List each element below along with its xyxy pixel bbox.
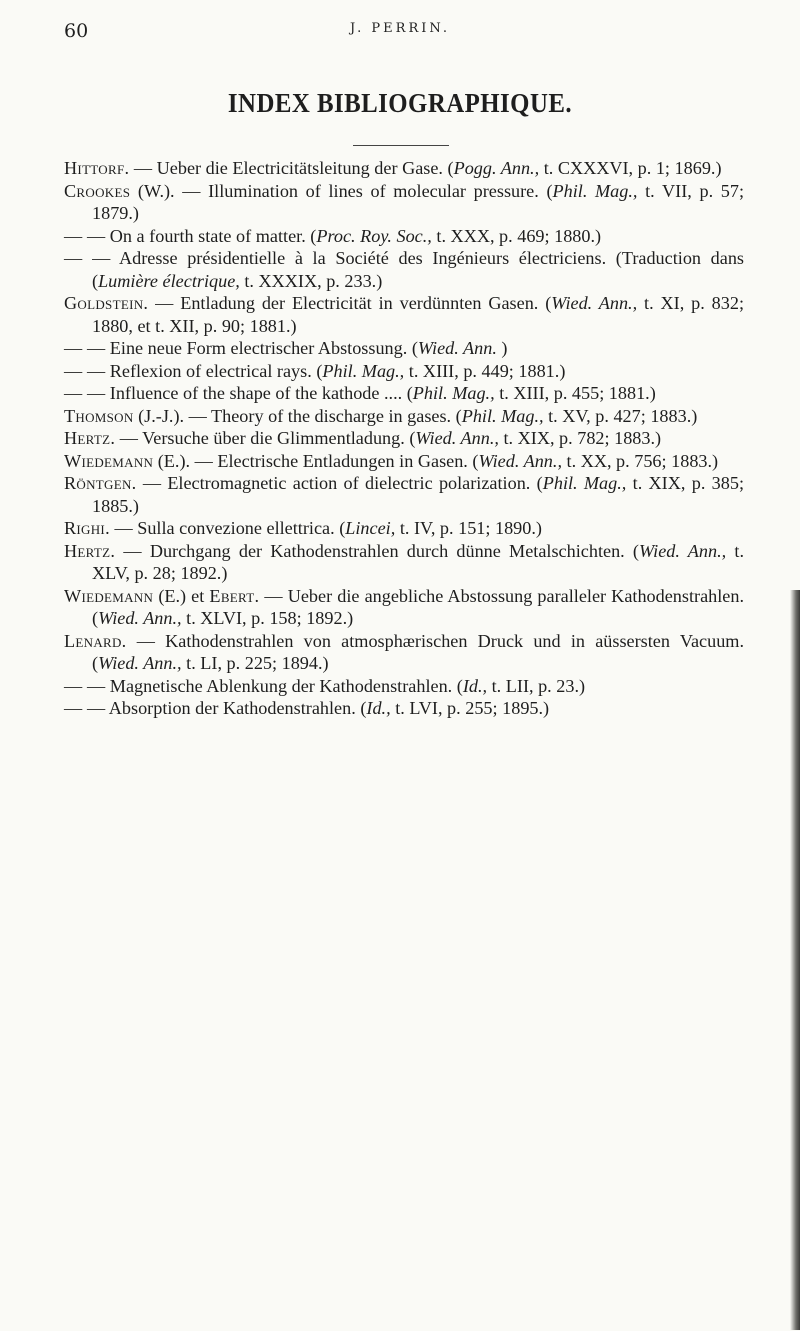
entry-author: Goldstein. xyxy=(64,293,149,313)
entry-author-initials: (E.). xyxy=(157,450,191,471)
entry-source: Id., xyxy=(366,698,391,718)
entry-author: Thomson xyxy=(64,405,134,426)
entry-author: — xyxy=(64,383,83,403)
bibliography-entry: Hertz. — Durchgang der Kathodenstrahlen durch dünne Metalschichten. (Wied. Ann., t. XLV, p. 28; 1892.) xyxy=(64,540,745,583)
entry-title: Versuche über die Glimmentladung. xyxy=(142,428,405,448)
bibliography-entry: — — Influence of the shape of the kathode .... (Phil. Mag., t. XIII, p. 455; 1881.) xyxy=(64,383,656,403)
entry-title: Entladung der Electricität in verdünnten Gasen. xyxy=(180,293,539,313)
entry-title: Eine neue Form electrischer Abstossung. xyxy=(109,338,408,358)
entry-title: Influence of the shape of the kathode .... xyxy=(109,383,403,403)
entry-details: t. IV, p. 151; 1890.) xyxy=(399,518,542,538)
entry-source: Id., xyxy=(462,675,488,696)
entry-title: Magnetische Ablenkung der Kathodenstrahlen. xyxy=(109,675,453,696)
entry-author: Röntgen. xyxy=(64,473,137,493)
bibliography-entry: Röntgen. — Electromagnetic action of dielectric polarization. (Phil. Mag., t. XIX, p. 385; 1885.) xyxy=(64,473,745,516)
page-title: INDEX BIBLIOGRAPHIQUE. xyxy=(227,88,573,118)
bibliography-entry: Lenard. — Kathodenstrahlen von atmosphærischen Druck und in aüssersten Vacuum. (Wied. Ann., t. LI, p. 225; 1894.) xyxy=(64,630,744,673)
title-divider xyxy=(353,145,449,146)
entry-source: Wied. Ann. xyxy=(417,338,497,358)
entry-title: Kathodenstrahlen von atmosphærischen Druck und in aüssersten Vacuum. xyxy=(165,630,744,651)
page-edge-shadow xyxy=(790,590,800,1330)
entry-author: — xyxy=(64,360,83,381)
entry-title: Adresse présidentielle à la Société des Ingénieurs électriciens. (Traduction dans xyxy=(118,248,744,268)
entry-author: Wiedemann xyxy=(64,585,154,606)
entry-details: t. LVI, p. 255; 1895.) xyxy=(395,698,550,718)
bibliography-entry: Hertz. — Versuche über die Glimmentladung. (Wied. Ann., t. XIX, p. 782; 1883.) xyxy=(64,428,662,448)
bibliography-entry: — — Adresse présidentielle à la Société des Ingénieurs électriciens. (Traduction dans (Lumière électrique, t. XXXIX, p. 233.) xyxy=(64,248,744,291)
entry-details: t. XXXIX, p. 233.) xyxy=(244,270,383,291)
entry-details: t. VII, p. 57; 1879.) xyxy=(92,180,745,223)
entry-details: t. LI, p. 225; 1894.) xyxy=(186,653,329,673)
entry-author: Hertz. xyxy=(64,540,116,561)
entry-author: Righi. xyxy=(64,518,110,538)
entry-title: Electromagnetic action of dielectric polarization. xyxy=(167,473,531,493)
bibliography-entry: Righi. — Sulla convezione ellettrica. (Lincei, t. IV, p. 151; 1890.) xyxy=(64,518,542,538)
bibliography-entry: Goldstein. — Entladung der Electricität in verdünnten Gasen. (Wied. Ann., t. XI, p. 832; 1880, et t. XII, p. 90; 1881.) xyxy=(64,293,745,336)
entry-details: t. XIX, p. 782; 1883.) xyxy=(503,428,662,448)
entry-source: Wied. Ann., xyxy=(478,450,562,471)
entry-author: — xyxy=(64,248,83,268)
entry-details: t. XLV, p. 28; 1892.) xyxy=(92,540,745,583)
entry-details: t. XLVI, p. 158; 1892.) xyxy=(186,608,354,628)
entry-source: Wied. Ann., xyxy=(415,428,499,448)
entry-source: Phil. Mag., xyxy=(461,405,544,426)
bibliography-list xyxy=(64,157,744,720)
bibliography-entry: Thomson (J.-J.). — Theory of the discharge in gases. (Phil. Mag., t. XV, p. 427; 1883.) xyxy=(64,405,698,426)
bibliography-entry: — — Absorption der Kathodenstrahlen. (Id., t. LVI, p. 255; 1895.) xyxy=(64,698,550,718)
bibliography-entry: Wiedemann (E.) et Ebert. — Ueber die angebliche Abstossung paralleler Kathodenstrahlen. (Wied. Ann., t. XLVI, p. 158; 1892.) xyxy=(64,585,745,628)
entry-author: Wiedemann xyxy=(64,450,154,471)
entry-author: Lenard. xyxy=(64,630,127,651)
entry-source: Wied. Ann., xyxy=(551,293,638,313)
entry-source: Phil. Mag., xyxy=(412,383,495,403)
entry-author: Hertz. xyxy=(64,428,116,448)
entry-source: Wied. Ann., xyxy=(98,608,182,628)
bibliography-entry: — — Eine neue Form electrischer Abstossung. (Wied. Ann. ) xyxy=(64,338,508,358)
bibliography-entry: — — On a fourth state of matter. (Proc. Roy. Soc., t. XXX, p. 469; 1880.) xyxy=(64,225,602,246)
bibliography-entry: — — Reflexion of electrical rays. (Phil. Mag., t. XIII, p. 449; 1881.) xyxy=(64,360,566,381)
bibliography-entry: Hittorf. — Ueber die Electricitätsleitung der Gase. (Pogg. Ann., t. CXXXVI, p. 1; 1869.) xyxy=(64,158,722,178)
entry-author: Hittorf. xyxy=(64,158,130,178)
entry-source: Phil. Mag., xyxy=(542,473,627,493)
entry-details: ) xyxy=(501,338,508,358)
entry-author-initials: (W.). xyxy=(137,180,175,201)
entry-title: Durchgang der Kathodenstrahlen durch dünne Metalschichten. xyxy=(149,540,625,561)
entry-details: t. XXX, p. 469; 1880.) xyxy=(436,225,602,246)
bibliography-entry: Crookes (W.). — Illumination of lines of molecular pressure. (Phil. Mag., t. VII, p. 57; 1879.) xyxy=(64,180,745,223)
entry-details: t. XIII, p. 455; 1881.) xyxy=(499,383,656,403)
entry-source: Proc. Roy. Soc., xyxy=(316,225,432,246)
entry-title: Ueber die angebliche Abstossung paralleler Kathodenstrahlen. xyxy=(287,585,745,606)
page-number: 60 xyxy=(64,20,89,42)
entry-details: t. LII, p. 23.) xyxy=(491,675,586,696)
entry-author-initials: (J.-J.). xyxy=(138,405,185,426)
running-head: J. PERRIN. xyxy=(349,21,451,36)
entry-author: Crookes xyxy=(64,180,131,201)
entry-details: t. CXXXVI, p. 1; 1869.) xyxy=(543,158,722,178)
entry-source: Wied. Ann., xyxy=(639,540,727,561)
entry-author: — xyxy=(64,675,83,696)
entry-title: Theory of the discharge in gases. xyxy=(211,405,452,426)
entry-title: Electrische Entladungen in Gasen. xyxy=(217,450,468,471)
entry-author: — xyxy=(64,225,83,246)
entry-details: t. XI, p. 832; 1880, et t. XII, p. 90; 1881.) xyxy=(92,293,745,336)
entry-title: Illumination of lines of molecular pressure. xyxy=(208,180,539,201)
entry-author: — xyxy=(64,698,83,718)
entry-source: Phil. Mag., xyxy=(322,360,405,381)
entry-details: t. XV, p. 427; 1883.) xyxy=(548,405,698,426)
entry-source: Wied. Ann., xyxy=(98,653,182,673)
entry-source: Pogg. Ann., xyxy=(453,158,540,178)
entry-source: Lincei, xyxy=(345,518,396,538)
entry-details: t. XIII, p. 449; 1881.) xyxy=(408,360,566,381)
entry-details: t. XIX, p. 385; 1885.) xyxy=(92,473,745,516)
entry-coauthor: Ebert. xyxy=(209,585,260,606)
bibliography-entry: Wiedemann (E.). — Electrische Entladungen in Gasen. (Wied. Ann., t. XX, p. 756; 1883.) xyxy=(64,450,719,471)
bibliography-entry: — — Magnetische Ablenkung der Kathodenstrahlen. (Id., t. LII, p. 23.) xyxy=(64,675,586,696)
entry-title: On a fourth state of matter. xyxy=(109,225,306,246)
entry-title: Reflexion of electrical rays. xyxy=(109,360,312,381)
entry-source: Phil. Mag., xyxy=(552,180,638,201)
entry-details: t. XX, p. 756; 1883.) xyxy=(566,450,719,471)
entry-title: Absorption der Kathodenstrahlen. xyxy=(108,698,356,718)
entry-author: — xyxy=(64,338,83,358)
entry-title: Ueber die Electricitätsleitung der Gase. xyxy=(156,158,443,178)
entry-title: Sulla convezione ellettrica. xyxy=(137,518,335,538)
entry-author-initials: (E.) et xyxy=(158,585,205,606)
entry-source: Lumière électrique, xyxy=(98,270,240,291)
